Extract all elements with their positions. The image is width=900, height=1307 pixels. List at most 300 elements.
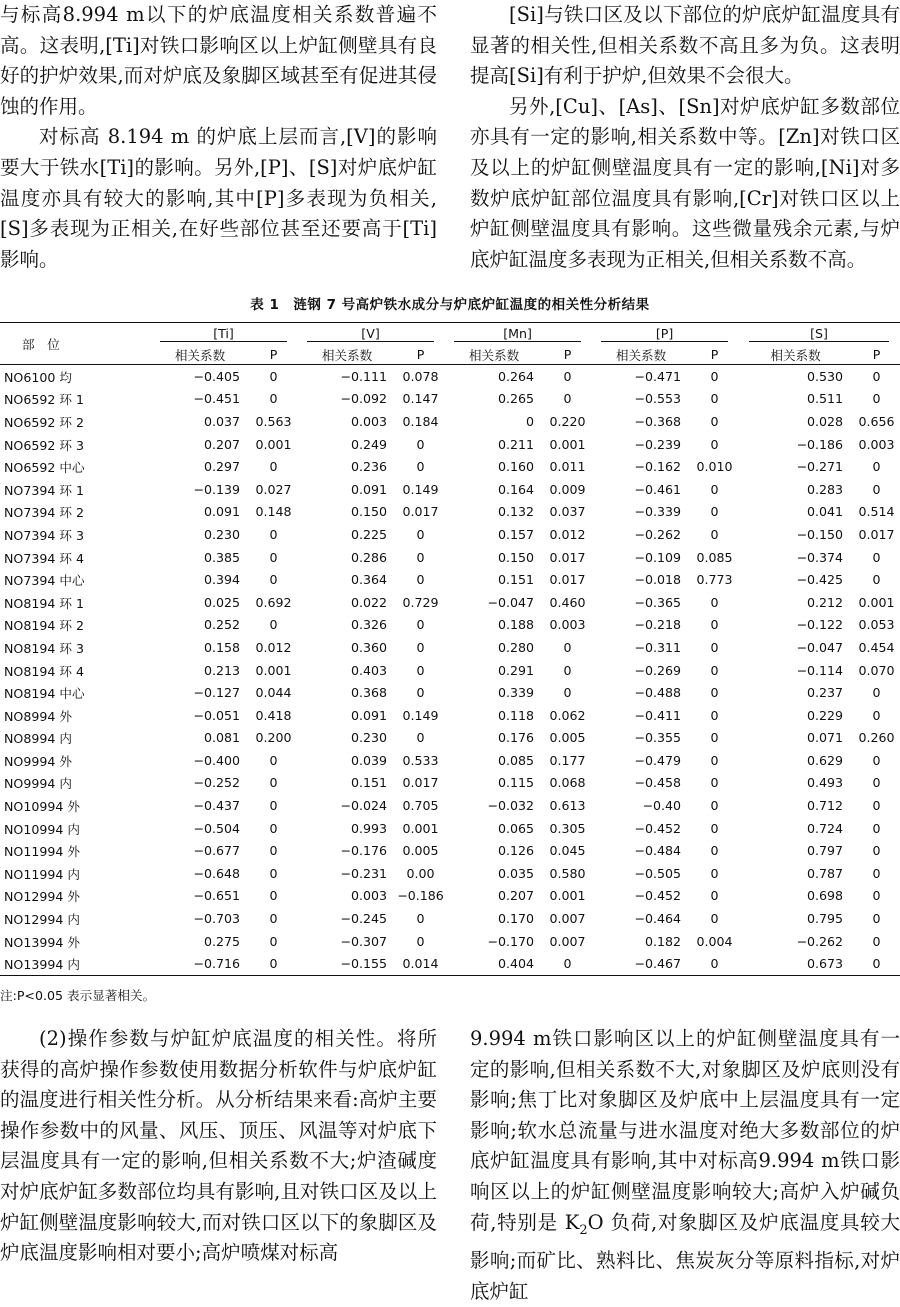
- p-value-cell: 0: [872, 481, 881, 497]
- coef-cell: 0.213: [203, 662, 240, 678]
- p-value-cell: 0.656: [858, 413, 895, 429]
- sub-header-coef: 相关系数: [615, 347, 667, 363]
- p-value-cell: 0: [872, 911, 881, 927]
- p-value-cell: 0.001: [255, 662, 292, 678]
- coef-cell: −0.176: [340, 843, 388, 859]
- coef-cell: 0.394: [203, 572, 240, 588]
- p-value-cell: 0.220: [549, 413, 586, 429]
- p-value-cell: 0.070: [858, 662, 895, 678]
- site-cell: NO7394 环 1: [4, 482, 84, 498]
- p-value-cell: 0.454: [858, 639, 895, 655]
- table-title: 表 1 涟钢 7 号高炉铁水成分与炉底炉缸温度的相关性分析结果: [250, 297, 650, 313]
- coef-cell: 0.150: [497, 549, 535, 565]
- table-note: 注:P<0.05 表示显著相关。: [0, 988, 156, 1003]
- p-value-cell: 0.705: [402, 798, 439, 814]
- coef-cell: −0.109: [634, 549, 682, 565]
- table-row: [0, 455, 900, 478]
- p-value-cell: 0.017: [402, 504, 439, 520]
- p-value-cell: 0.580: [549, 865, 586, 881]
- p-value-cell: 0: [416, 526, 425, 542]
- table-row: [0, 501, 900, 524]
- coef-cell: 0.291: [497, 662, 535, 678]
- p-value-cell: 0: [269, 911, 278, 927]
- table-row: [0, 478, 900, 501]
- text-column-bottom-left: [0, 1024, 437, 1269]
- table-row: [0, 681, 900, 704]
- coef-cell: 0.364: [350, 572, 388, 588]
- p-value-cell: 0: [872, 843, 881, 859]
- group-header-v: [V]: [297, 323, 444, 345]
- coef-cell: 0.230: [350, 730, 388, 746]
- p-value-cell: 0: [269, 775, 278, 791]
- coef-cell: 0.493: [806, 775, 844, 791]
- p-value-cell: 0: [416, 730, 425, 746]
- site-cell: NO12994 内: [4, 912, 80, 928]
- p-value-cell: 0: [710, 752, 719, 768]
- coef-cell: 0.176: [497, 730, 535, 746]
- p-value-cell: 0.017: [549, 549, 586, 565]
- coef-cell: −0.355: [634, 730, 682, 746]
- table-row: [0, 433, 900, 456]
- coef-cell: −0.504: [193, 820, 240, 836]
- p-value-cell: 0: [872, 549, 881, 565]
- coef-cell: −0.677: [193, 843, 240, 859]
- p-value-cell: 0.005: [402, 843, 439, 859]
- coef-cell: −0.458: [634, 775, 682, 791]
- coef-cell: −0.051: [193, 707, 240, 723]
- p-value-cell: 0.078: [402, 368, 439, 384]
- p-value-cell: 0.009: [549, 481, 586, 497]
- table-row: [0, 568, 900, 591]
- table-row: [0, 772, 900, 795]
- coef-cell: 0.028: [806, 413, 844, 429]
- coef-cell: 0.158: [203, 639, 240, 655]
- p-value-cell: 0: [710, 391, 719, 407]
- p-value-cell: 0: [872, 798, 881, 814]
- coef-cell: −0.218: [634, 617, 682, 633]
- p-value-cell: 0.003: [858, 436, 895, 452]
- coef-cell: −0.488: [634, 685, 682, 701]
- coef-cell: −0.245: [340, 911, 388, 927]
- paragraph: [Si]与铁口区及以下部位的炉底炉缸温度具有显著的相关性,但相关系数不高且多为负。这表明提高[Si]有利于护炉,但效果不会很大。: [470, 3, 900, 88]
- p-value-cell: 0: [269, 752, 278, 768]
- coef-cell: 0.211: [497, 436, 535, 452]
- coef-cell: −0.150: [796, 526, 844, 542]
- coef-cell: −0.400: [193, 752, 240, 768]
- p-value-cell: 0: [250, 952, 297, 975]
- coef-cell: 0.003: [350, 888, 388, 904]
- p-value-cell: 0: [416, 911, 425, 927]
- p-value-cell: 0: [710, 911, 719, 927]
- coef-cell: −0.651: [193, 888, 240, 904]
- p-value-cell: 0.012: [255, 639, 292, 655]
- p-value-cell: 0: [710, 368, 719, 384]
- coef-cell: 0.404: [444, 952, 544, 975]
- p-value-cell: 0: [710, 843, 719, 859]
- coef-cell: −0.451: [193, 391, 240, 407]
- coef-cell: 0.360: [350, 639, 388, 655]
- coef-cell: 0.326: [350, 617, 388, 633]
- paragraph: (2)操作参数与炉缸炉底温度的相关性。将所获得的高炉操作参数使用数据分析软件与炉底炉缸的温度进行相关性分析。从分析结果来看:高炉主要操作参数中的风量、风压、顶压、风温等对炉底下层温度具有一定的影响,但相关系数不大;炉渣碱度对炉底炉缸多数部位均具有影响,且对铁口区及以上炉缸侧壁温度影响较大,而对铁口区以下的象脚区及炉底温度影响相对要小;高炉喷煤对标高: [0, 1027, 437, 1265]
- sub-header-p: P: [416, 346, 425, 362]
- table-row: [0, 727, 900, 750]
- p-value-cell: 0: [563, 685, 572, 701]
- site-cell: NO8994 内: [4, 731, 72, 747]
- coef-cell: 0.236: [350, 459, 388, 475]
- p-value-cell: 0: [269, 549, 278, 565]
- p-value-cell: 0.010: [696, 459, 733, 475]
- p-value-cell: 0.00: [406, 865, 435, 881]
- coef-cell: 0.368: [350, 685, 388, 701]
- coef-cell: 0.151: [497, 572, 535, 588]
- table-row: [0, 817, 900, 840]
- site-cell: NO8194 环 4: [4, 663, 84, 679]
- coef-cell: −0.40: [642, 798, 682, 814]
- p-value-cell: 0: [563, 368, 572, 384]
- p-value-cell: 0: [563, 391, 572, 407]
- coef-cell: −0.239: [634, 436, 682, 452]
- p-value-cell: 0: [544, 952, 591, 975]
- coef-cell: 0.787: [806, 865, 844, 881]
- coef-cell: −0.092: [340, 391, 388, 407]
- p-value-cell: 0.305: [549, 820, 586, 836]
- p-value-cell: 0.007: [549, 933, 586, 949]
- table-row: [0, 930, 900, 953]
- p-value-cell: 0.005: [549, 730, 586, 746]
- coef-cell: −0.127: [193, 685, 240, 701]
- p-value-cell: 0: [563, 662, 572, 678]
- p-value-cell: 0: [872, 572, 881, 588]
- coef-cell: −0.339: [634, 504, 682, 520]
- p-value-cell: 0: [710, 820, 719, 836]
- coef-cell: 0.280: [497, 639, 535, 655]
- coef-cell: 0.629: [806, 752, 844, 768]
- p-value-cell: 0: [710, 798, 719, 814]
- p-value-cell: 0.045: [549, 843, 586, 859]
- p-value-cell: 0: [710, 707, 719, 723]
- coef-cell: 0.385: [203, 549, 240, 565]
- group-header-mn: [Mn]: [444, 323, 591, 345]
- coef-cell: 0.229: [806, 707, 844, 723]
- p-value-cell: 0: [710, 639, 719, 655]
- p-value-cell: 0.200: [255, 730, 292, 746]
- sub-header-coef: 相关系数: [321, 347, 373, 363]
- p-value-cell: 0: [563, 639, 572, 655]
- sub-header-p: P: [563, 346, 572, 362]
- p-value-cell: 0: [710, 617, 719, 633]
- coef-cell: 0.041: [806, 504, 844, 520]
- table-row: [0, 546, 900, 569]
- coef-cell: 0.071: [806, 730, 844, 746]
- coef-cell: 0.151: [350, 775, 388, 791]
- p-value-cell: 0.149: [402, 481, 439, 497]
- site-cell: NO8994 外: [4, 708, 72, 724]
- p-value-cell: 0: [872, 368, 881, 384]
- coef-cell: −0.186: [796, 436, 844, 452]
- coef-cell: −0.553: [634, 391, 682, 407]
- p-value-cell: 0: [872, 391, 881, 407]
- p-value-cell: 0.053: [858, 617, 895, 633]
- p-value-cell: 0: [872, 865, 881, 881]
- coef-cell: −0.368: [634, 413, 682, 429]
- coef-cell: 0.081: [203, 730, 240, 746]
- coef-cell: −0.703: [193, 911, 240, 927]
- coef-cell: 0.150: [350, 504, 388, 520]
- coef-cell: −0.170: [487, 933, 535, 949]
- p-value-cell: 0: [872, 685, 881, 701]
- coef-cell: 0.225: [350, 526, 388, 542]
- coef-cell: −0.155: [297, 952, 397, 975]
- coef-cell: −0.311: [634, 639, 682, 655]
- coef-cell: 0.511: [806, 391, 844, 407]
- group-header-p: [P]: [591, 323, 738, 345]
- p-value-cell: 0: [872, 820, 881, 836]
- p-value-cell: 0: [269, 572, 278, 588]
- coef-cell: 0.091: [350, 481, 388, 497]
- p-value-cell: 0.563: [255, 413, 292, 429]
- coef-cell: 0.283: [806, 481, 844, 497]
- p-value-cell: 0.017: [549, 572, 586, 588]
- sub-header-coef: 相关系数: [770, 347, 821, 363]
- site-cell: NO8194 环 2: [4, 618, 84, 634]
- site-cell: NO7394 环 4: [4, 550, 84, 566]
- coef-cell: −0.464: [634, 911, 682, 927]
- p-value-cell: 0.729: [402, 594, 439, 610]
- coef-cell: −0.047: [796, 639, 844, 655]
- coef-cell: 0.275: [203, 933, 240, 949]
- coef-cell: −0.471: [634, 368, 682, 384]
- table-row: [0, 410, 900, 433]
- p-value-cell: 0.044: [255, 685, 292, 701]
- coef-cell: 0.039: [350, 752, 388, 768]
- p-value-cell: 0: [269, 798, 278, 814]
- p-value-cell: 0.514: [858, 504, 895, 520]
- table-row: [0, 614, 900, 637]
- p-value-cell: 0.003: [549, 617, 586, 633]
- coef-cell: −0.374: [796, 549, 844, 565]
- coef-cell: 0.797: [806, 843, 844, 859]
- site-cell: NO8194 中心: [4, 686, 85, 702]
- paragraph: 另外,[Cu]、[As]、[Sn]对炉底炉缸多数部位亦具有一定的影响,相关系数中等。[Zn]对铁口区及以上的炉缸侧壁温度具有一定的影响,[Ni]对多数炉底炉缸部位温度具有影响,[Cr]对铁口区以上炉缸侧壁温度具有影响。这些微量残余元素,与炉底炉缸温度多表现为正相关,但相关系数不高。: [470, 94, 900, 271]
- table-body: [0, 365, 900, 976]
- paragraph: 9.994 m铁口影响区以上的炉缸侧壁温度具有一定的影响,但相关系数不大,对象脚区及炉底则没有影响;焦丁比对象脚区及炉底中上层温度具有一定影响;软水总流量与进水温度对绝大多数部位的炉底炉缸温度具有影响,其中对标高9.994 m铁口影响区以上的炉缸侧壁温度影响较大;高炉入炉碱负荷,特别是 $K_2O$ 负荷,对象脚区及炉底温度具较大影响;而矿比、熟料比、焦炭灰分等原料指标,对炉底炉缸: [470, 1027, 900, 1303]
- p-value-cell: 0.148: [255, 504, 292, 520]
- p-value-cell: 0: [710, 413, 719, 429]
- text-column-bottom-right: [470, 1024, 900, 1307]
- coef-cell: −0.162: [634, 459, 682, 475]
- table-row: [0, 749, 900, 772]
- coef-cell: 0.022: [350, 594, 388, 610]
- p-value-cell: 0.085: [696, 549, 733, 565]
- p-value-cell: 0: [710, 504, 719, 520]
- site-cell: NO8194 环 3: [4, 640, 84, 656]
- p-value-cell: 0.418: [255, 707, 292, 723]
- coef-cell: 0.698: [806, 888, 844, 904]
- p-value-cell: 0: [691, 952, 738, 975]
- site-cell: NO9994 外: [4, 753, 72, 769]
- p-value-cell: 0: [710, 865, 719, 881]
- p-value-cell: 0.460: [549, 594, 586, 610]
- site-cell: NO6100 均: [4, 369, 72, 385]
- p-value-cell: 0.037: [549, 504, 586, 520]
- coef-cell: 0.993: [350, 820, 388, 836]
- p-value-cell: 0.177: [549, 752, 586, 768]
- p-value-cell: 0.012: [549, 526, 586, 542]
- coef-cell: 0.170: [497, 911, 535, 927]
- coef-cell: 0.091: [203, 504, 240, 520]
- group-header-ti: [Ti]: [150, 323, 297, 345]
- p-value-cell: 0: [710, 594, 719, 610]
- coef-cell: −0.018: [634, 572, 682, 588]
- site-cell: NO13994 外: [4, 934, 80, 950]
- coef-cell: 0.265: [497, 391, 535, 407]
- coef-cell: 0.025: [203, 594, 240, 610]
- coef-cell: 0.157: [497, 526, 535, 542]
- p-value-cell: 0: [269, 617, 278, 633]
- coef-cell: −0.139: [193, 481, 240, 497]
- p-value-cell: 0.014: [397, 952, 444, 975]
- p-value-cell: 0: [872, 459, 881, 475]
- coef-cell: 0.712: [806, 798, 844, 814]
- site-cell: NO9994 内: [4, 776, 72, 792]
- coef-cell: −0.307: [340, 933, 388, 949]
- coef-cell: 0.252: [203, 617, 240, 633]
- coef-cell: −0.262: [634, 526, 682, 542]
- coef-cell: 0.188: [497, 617, 535, 633]
- coef-cell: −0.505: [634, 865, 682, 881]
- coef-cell: −0.461: [634, 481, 682, 497]
- coef-cell: −0.114: [796, 662, 844, 678]
- table-row: [0, 794, 900, 817]
- p-value-cell: 0: [269, 843, 278, 859]
- p-value-cell: 0.011: [549, 459, 586, 475]
- p-value-cell: 0.027: [255, 481, 292, 497]
- p-value-cell: 0: [710, 888, 719, 904]
- site-cell: NO6592 环 3: [4, 437, 84, 453]
- coef-cell: −0.648: [193, 865, 240, 881]
- p-value-cell: 0: [872, 933, 881, 949]
- coef-cell: 0.207: [497, 888, 535, 904]
- coef-cell: 0.091: [350, 707, 388, 723]
- coef-cell: 0.085: [497, 752, 535, 768]
- p-value-cell: 0: [872, 888, 881, 904]
- site-cell: NO7394 环 3: [4, 527, 84, 543]
- site-cell: NO13994 内: [0, 952, 150, 975]
- sub-header-p: P: [872, 346, 881, 362]
- coef-cell: 0.339: [497, 685, 535, 701]
- coef-cell: −0.452: [634, 888, 682, 904]
- p-value-cell: 0.001: [858, 594, 895, 610]
- p-value-cell: 0.068: [549, 775, 586, 791]
- coef-cell: −0.252: [193, 775, 240, 791]
- coef-cell: 0.003: [350, 413, 388, 429]
- coef-cell: 0.286: [350, 549, 388, 565]
- text-column-top-left: [0, 0, 437, 275]
- p-value-cell: 0: [710, 685, 719, 701]
- p-value-cell: 0.001: [549, 436, 586, 452]
- p-value-cell: 0.533: [402, 752, 439, 768]
- coef-cell: 0.230: [203, 526, 240, 542]
- coef-cell: −0.484: [634, 843, 682, 859]
- coef-cell: 0.403: [350, 662, 388, 678]
- sub-header-p: P: [269, 346, 278, 362]
- text-column-top-right: [470, 0, 900, 275]
- p-value-cell: 0: [416, 617, 425, 633]
- coef-cell: 0.118: [497, 707, 535, 723]
- p-value-cell: 0: [269, 888, 278, 904]
- p-value-cell: 0: [872, 752, 881, 768]
- site-cell: NO7394 环 2: [4, 505, 84, 521]
- correlation-table: [0, 322, 900, 976]
- p-value-cell: 0.017: [858, 526, 895, 542]
- coef-cell: −0.365: [634, 594, 682, 610]
- site-cell: NO11994 外: [4, 844, 80, 860]
- p-value-cell: 0: [269, 820, 278, 836]
- p-value-cell: 0.062: [549, 707, 586, 723]
- table-row: [0, 885, 900, 908]
- coef-cell: −0.405: [193, 368, 240, 384]
- p-value-cell: 0.001: [402, 820, 439, 836]
- table-row: [0, 659, 900, 682]
- site-cell: NO11994 内: [4, 866, 80, 882]
- paragraph: 与标高8.994 m以下的炉底温度相关系数普遍不高。这表明,[Ti]对铁口影响区以上炉缸侧壁具有良好的护炉效果,而对炉底及象脚区域甚至有促进其侵蚀的作用。: [0, 3, 437, 118]
- table-row: [0, 636, 900, 659]
- coef-cell: −0.437: [193, 798, 240, 814]
- p-value-cell: 0: [416, 662, 425, 678]
- sub-header-coef: 相关系数: [174, 347, 226, 363]
- coef-cell: 0.160: [497, 459, 535, 475]
- sub-header-coef: 相关系数: [468, 347, 520, 363]
- coef-cell: −0.122: [796, 617, 844, 633]
- coef-cell: −0.032: [487, 798, 535, 814]
- p-value-cell: 0.692: [255, 594, 292, 610]
- p-value-cell: 0: [416, 549, 425, 565]
- sub-header-p: P: [710, 346, 719, 362]
- coef-cell: −0.467: [591, 952, 691, 975]
- coef-cell: −0.411: [634, 707, 682, 723]
- p-value-cell: 0: [710, 730, 719, 746]
- site-header: 部 位: [0, 323, 150, 365]
- table-row: [0, 591, 900, 614]
- p-value-cell: 0.184: [402, 413, 439, 429]
- coef-cell: 0.249: [350, 436, 388, 452]
- paragraph: 对标高 8.194 m 的炉底上层而言,[V]的影响要大于铁水[Ti]的影响。另外,[P]、[S]对炉底炉缸温度亦具有较大的影响,其中[P]多表现为负相关,[S]多表现为正相关,在好些部位甚至还要高于[Ti]影响。: [0, 125, 437, 271]
- p-value-cell: 0: [416, 572, 425, 588]
- table-row: [0, 523, 900, 546]
- p-value-cell: 0: [710, 526, 719, 542]
- coef-cell: 0.673: [738, 952, 853, 975]
- coef-cell: 0.037: [203, 413, 240, 429]
- coef-cell: −0.024: [340, 798, 388, 814]
- site-cell: NO7394 中心: [4, 573, 85, 589]
- coef-cell: 0.065: [497, 820, 535, 836]
- coef-cell: 0.207: [203, 436, 240, 452]
- site-cell: NO6592 环 2: [4, 414, 84, 430]
- coef-cell: −0.479: [634, 752, 682, 768]
- site-cell: NO10994 内: [4, 821, 80, 837]
- coef-cell: −0.425: [796, 572, 844, 588]
- p-value-cell: 0: [269, 391, 278, 407]
- coef-cell: −0.269: [634, 662, 682, 678]
- p-value-cell: −0.186: [397, 888, 444, 904]
- p-value-cell: 0: [416, 933, 425, 949]
- p-value-cell: 0.001: [549, 888, 586, 904]
- p-value-cell: 0.017: [402, 775, 439, 791]
- site-cell: NO12994 外: [4, 889, 80, 905]
- coef-cell: −0.262: [796, 933, 844, 949]
- coef-cell: 0.724: [806, 820, 844, 836]
- table-row: [0, 952, 900, 975]
